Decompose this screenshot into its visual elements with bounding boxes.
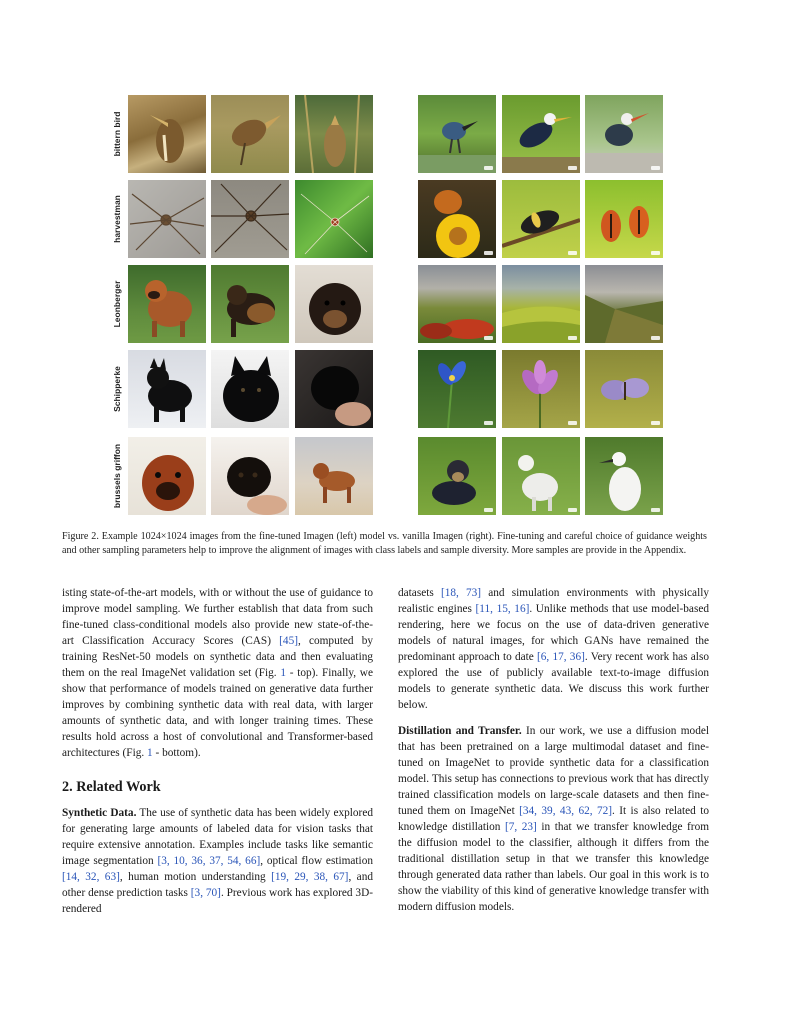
figure-row-harvestman	[110, 180, 670, 258]
image-vanilla-bittern-2	[502, 95, 580, 173]
image-vanilla-schipperke-2	[502, 350, 580, 428]
image-finetuned-griffon-1	[128, 437, 206, 515]
row-label: Schipperke	[112, 366, 122, 412]
image-vanilla-leonberger-2	[502, 265, 580, 343]
image-finetuned-griffon-3	[295, 437, 373, 515]
citation-link[interactable]: [6, 17, 36]	[537, 651, 585, 663]
image-finetuned-bittern-1	[128, 95, 206, 173]
citation-link[interactable]: [34, 39, 43, 62, 72]	[519, 805, 613, 817]
citation-link[interactable]: [14, 32, 63]	[62, 871, 120, 883]
image-finetuned-harvestman-2	[211, 180, 289, 258]
citation-link[interactable]: [19, 29, 38, 67]	[271, 871, 349, 883]
distillation-paragraph: Distillation and Transfer. In our work, we use a diffusion model that has been pretrained on a large multimodal dataset and fine-tuned on ImageNet to provide synthetic data for a classification model. This setup has connections to previous work that has directly trained classification models on large-scale datasets and then fine-tuned them on ImageNet [34, 39, 43, 62, 72]. It is also related to knowledge distillation [7, 23] in that we transfer knowledge from the diffusion model to the classifier, although it differs from the traditional distillation setup in that we transfer this knowledge through generated data rather than labels. Our goal in this work is to show the viability of this kind of generative knowledge transfer with modern diffusion models.	[398, 725, 709, 913]
left-column	[62, 585, 373, 917]
citation-link[interactable]: [3, 70]	[190, 887, 221, 899]
image-finetuned-schipperke-3	[295, 350, 373, 428]
image-finetuned-bittern-3	[295, 95, 373, 173]
image-vanilla-harvestman-1	[418, 180, 496, 258]
figure-row-schipperke	[110, 350, 670, 428]
intro-paragraph: isting state-of-the-art models, with or without the use of guidance to improve model sampling. We further establish that data from such fine-tuned class-conditional models also provide new state-of-the-art Classification Accuracy Scores (CAS) [45], computed by training ResNet-50 models on synthetic data and then evaluating them on the real ImageNet validation set (Fig. 1 - top). Finally, we show that performance of models trained on generative data further improves by combining synthetic data with real data, with larger amounts of synthetic data, and with longer training times. These results hold across a host of convolutional and Transformer-based architectures (Fig. 1 - bottom).	[62, 587, 373, 759]
figure-caption: Figure 2. Example 1024×1024 images from the fine-tuned Imagen (left) model vs. vanilla Imagen (right). Fine-tuning and careful choice of guidance weights and other sampling parameters help to improve the alignment of images with class labels and sample diversity. More samples are provide in the Appendix.	[62, 531, 707, 556]
image-vanilla-griffon-1	[418, 437, 496, 515]
image-finetuned-schipperke-2	[211, 350, 289, 428]
image-finetuned-harvestman-1	[128, 180, 206, 258]
image-finetuned-griffon-2	[211, 437, 289, 515]
image-finetuned-leonberger-2	[211, 265, 289, 343]
image-vanilla-bittern-3	[585, 95, 663, 173]
paragraph-title: Synthetic Data.	[62, 807, 137, 819]
image-vanilla-harvestman-3	[585, 180, 663, 258]
row-label: harvestman	[112, 195, 122, 243]
figure-row-bittern	[110, 95, 670, 173]
paragraph-title: Distillation and Transfer.	[398, 725, 522, 737]
figure-row-brussels-griffon	[110, 437, 670, 515]
section-heading: 2. Related Work	[62, 779, 161, 795]
image-finetuned-leonberger-3	[295, 265, 373, 343]
figure-ref-link[interactable]: 1	[147, 747, 153, 759]
image-finetuned-bittern-2	[211, 95, 289, 173]
image-vanilla-harvestman-2	[502, 180, 580, 258]
image-vanilla-leonberger-1	[418, 265, 496, 343]
citation-link[interactable]: [11, 15, 16]	[475, 603, 530, 615]
image-finetuned-harvestman-3	[295, 180, 373, 258]
image-finetuned-schipperke-1	[128, 350, 206, 428]
image-finetuned-leonberger-1	[128, 265, 206, 343]
synthetic-data-paragraph: Synthetic Data. The use of synthetic data has been widely explored for generating large amounts of labeled data for vision tasks that require extensive annotation. Examples include tasks like semantic image segmentation [3, 10, 36, 37, 54, 66], optical flow estimation [14, 32, 63], human motion understanding [19, 29, 38, 67], and other dense prediction tasks [3, 70]. Previous work has explored 3D-rendered	[62, 807, 373, 915]
citation-link[interactable]: [18, 73]	[440, 587, 482, 599]
citation-link[interactable]: [7, 23]	[504, 821, 537, 833]
image-vanilla-schipperke-1	[418, 350, 496, 428]
right-column	[398, 585, 709, 915]
row-label: bittern bird	[112, 111, 122, 157]
figure-ref-link[interactable]: 1	[280, 667, 287, 679]
image-vanilla-leonberger-3	[585, 265, 663, 343]
row-label: brussels griffon	[112, 443, 122, 509]
image-vanilla-bittern-1	[418, 95, 496, 173]
figure-2	[110, 95, 670, 520]
citation-link[interactable]: [45]	[279, 635, 298, 647]
citation-link[interactable]: [3, 10, 36, 37, 54, 66]	[157, 855, 261, 867]
image-vanilla-griffon-3	[585, 437, 663, 515]
figure-row-leonberger	[110, 265, 670, 343]
related-paragraph-continued: datasets [18, 73] and simulation environments with physically realistic engines [11, 15, 16]. Unlike methods that use model-based rendering, here we focus on the use of data-driven generative models of natural images, for which GANs have remained the predominant approach to date [6, 17, 36]. Very recent work has also explored the use of publicly available text-to-image diffusion models to generate synthetic data. We discuss this work further below.	[398, 587, 709, 711]
image-vanilla-griffon-2	[502, 437, 580, 515]
image-vanilla-schipperke-3	[585, 350, 663, 428]
row-label: Leonberger	[112, 280, 122, 328]
